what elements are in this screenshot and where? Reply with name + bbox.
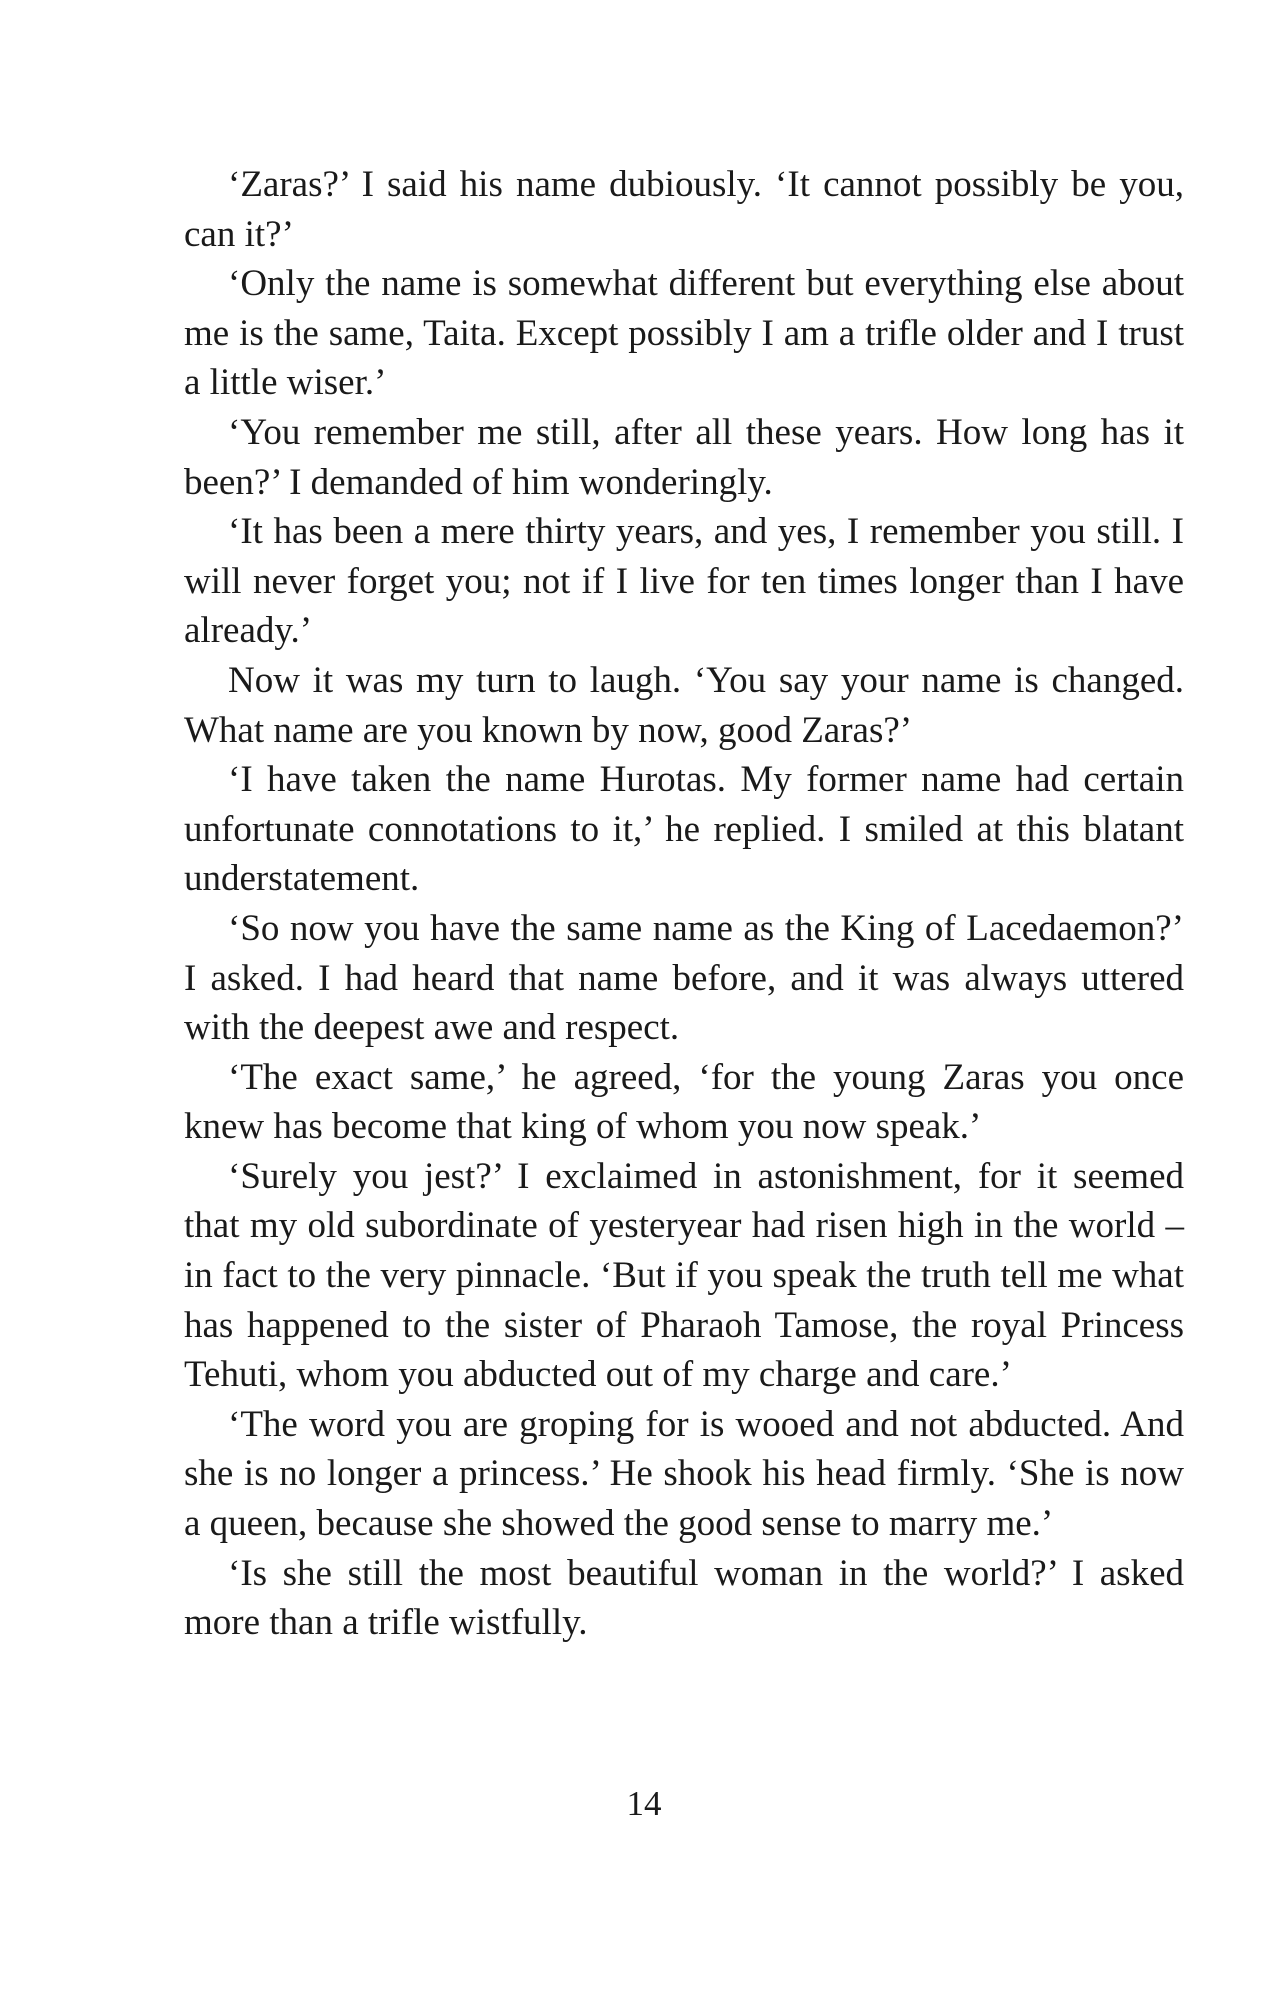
paragraph: Now it was my turn to laugh. ‘You say your name is changed. What name are you known by now, good Zaras?’ [184,659,1184,751]
paragraph: ‘Is she still the most beautiful woman in the world?’ I asked more than a trifle wistfully. [184,1552,1184,1644]
paragraph: ‘Zaras?’ I said his name dubiously. ‘It cannot possibly be you, can it?’ [184,164,1184,255]
paragraph: ‘It has been a mere thirty years, and yes, I remember you still. I will never forget you; not if I live for ten times longer than I have already.’ [184,511,1184,652]
paragraph: ‘Surely you jest?’ I exclaimed in astonishment, for it seemed that my old subordinate of yesteryear had risen high in the world – in fact to the very pinnacle. ‘But if you speak the truth tell me what has happened to the sister of Pharaoh Tamose, the royal Princess Tehuti, whom you abducted out of my charge and care.’ [184,1155,1184,1396]
paragraph: ‘So now you have the same name as the King of Lacedaemon?’ I asked. I had heard that name before, and it was always uttered with the deepest awe and respect. [184,907,1184,1049]
paragraph: ‘I have taken the name Hurotas. My former name had certain unfortunate connotations to it,’ he replied. I smiled at this blatant understatement. [184,759,1184,900]
paragraph: ‘Only the name is somewhat different but everything else about me is the same, Taita. Except possibly I am a trifle older and I trust a little wiser.’ [184,263,1184,404]
paragraph: ‘You remember me still, after all these years. How long has it been?’ I demanded of him wonderingly. [184,411,1184,503]
page-number: 14 [626,1784,662,1823]
body-text [184,160,1184,1648]
paragraph: ‘The exact same,’ he agreed, ‘for the young Zaras you once knew has become that king of whom you now speak.’ [184,1056,1184,1148]
paragraph: ‘The word you are groping for is wooed and not abducted. And she is no longer a princess.’ He shook his head firmly. ‘She is now a queen, because she showed the good sense to marry me.’ [184,1403,1184,1545]
